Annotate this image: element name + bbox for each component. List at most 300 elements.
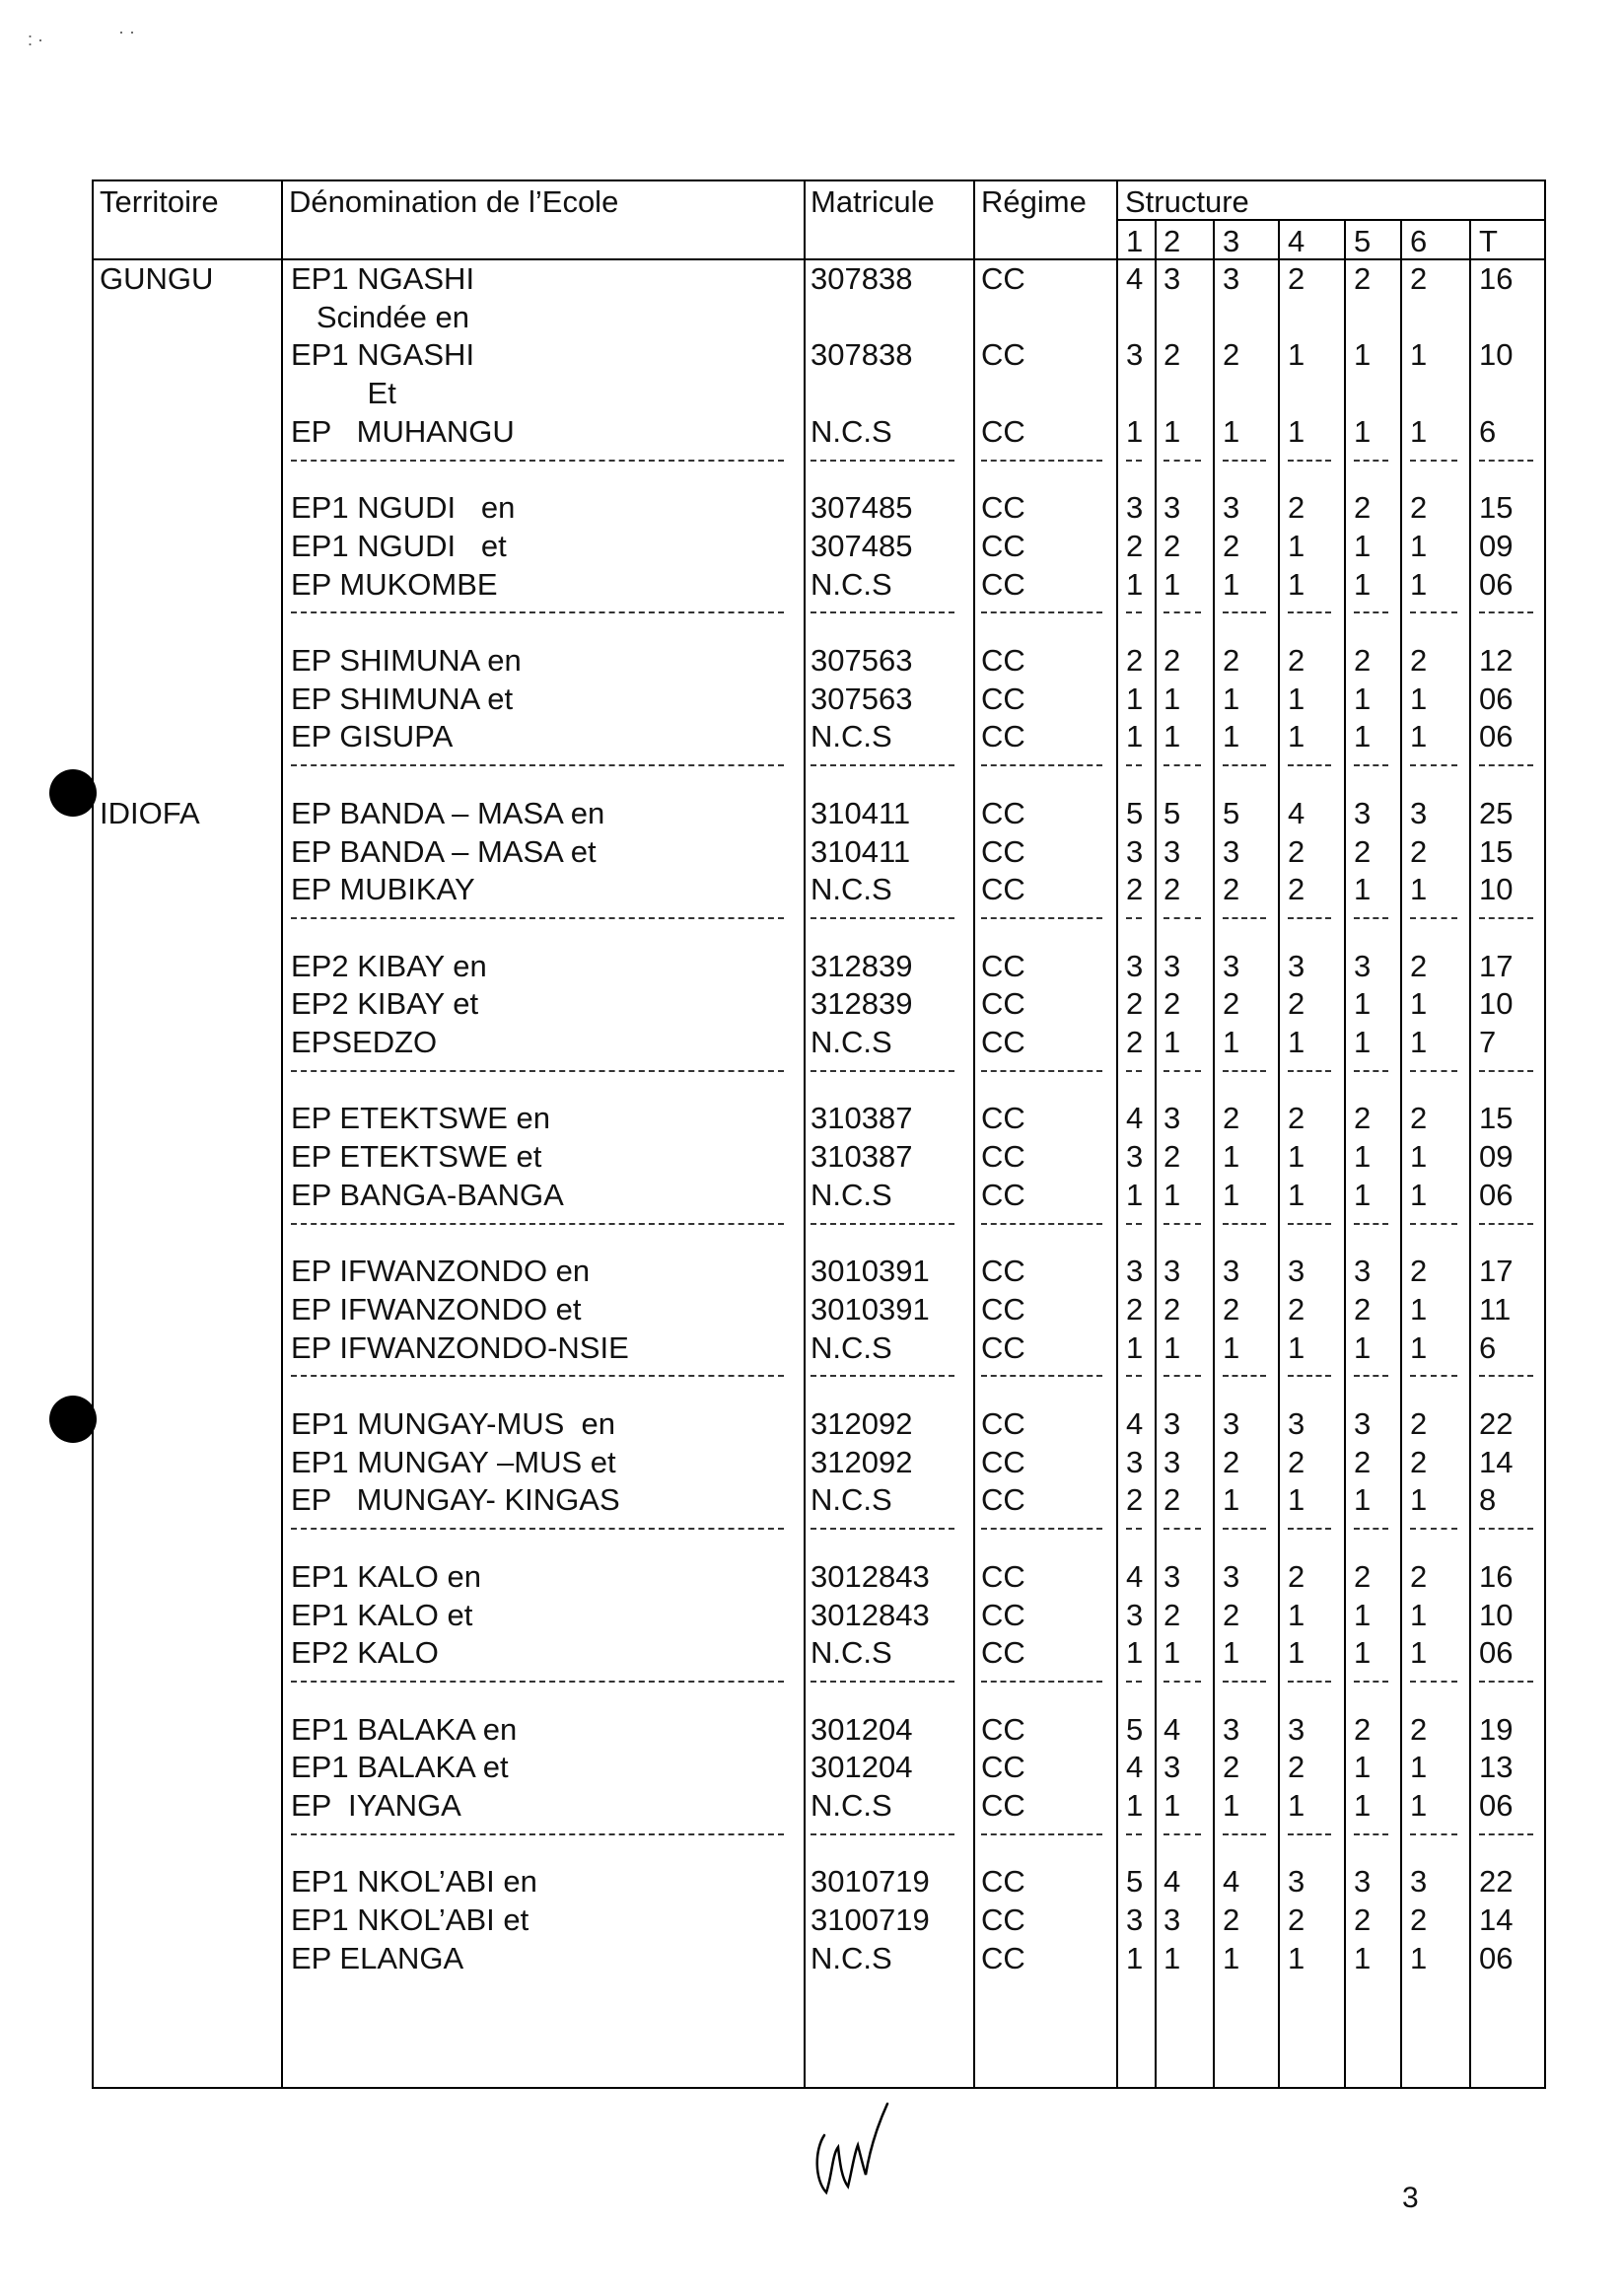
group-separator <box>1354 1375 1388 1377</box>
school-matricule: N.C.S <box>811 719 892 754</box>
header-territoire: Territoire <box>100 184 219 219</box>
structure-class-6: 2 <box>1410 490 1428 526</box>
structure-class-2: 3 <box>1164 490 1181 526</box>
structure-class-1: 3 <box>1126 1139 1144 1175</box>
header-denomination: Dénomination de l’Ecole <box>289 184 619 219</box>
structure-class-2: 3 <box>1164 1902 1181 1938</box>
school-regime: CC <box>981 1597 1025 1632</box>
structure-class-3: 2 <box>1223 643 1240 678</box>
school-name: EP1 KALO et <box>291 1597 473 1632</box>
school-name: EP1 NGASHI <box>291 337 475 373</box>
structure-class-1: 1 <box>1126 681 1144 716</box>
school-regime: CC <box>981 1558 1025 1594</box>
school-matricule: 310411 <box>811 833 911 869</box>
structure-class-2: 3 <box>1164 948 1181 983</box>
school-name: EP1 NGUDI et <box>291 528 507 563</box>
structure-class-2: 2 <box>1164 986 1181 1022</box>
school-name: Scindée en <box>291 299 469 334</box>
group-separator <box>1479 917 1533 919</box>
structure-class-2: 2 <box>1164 528 1181 563</box>
structure-class-1: 2 <box>1126 872 1144 907</box>
school-name: EP1 MUNGAY –MUS et <box>291 1444 616 1479</box>
group-separator <box>291 1223 784 1225</box>
col-border-s1 <box>1155 219 1157 2089</box>
structure-class-5: 2 <box>1354 1101 1372 1136</box>
school-name: EP IFWANZONDO et <box>291 1291 582 1327</box>
group-separator <box>1479 1375 1533 1377</box>
structure-class-4: 3 <box>1288 948 1305 983</box>
school-matricule: N.C.S <box>811 1025 892 1059</box>
structure-class-5: 1 <box>1354 528 1372 563</box>
school-regime: CC <box>981 948 1025 983</box>
structure-class-4: 2 <box>1288 1558 1305 1594</box>
structure-class-1: 2 <box>1126 528 1144 563</box>
school-name: EP SHIMUNA en <box>291 643 522 678</box>
structure-class-4: 1 <box>1288 681 1305 716</box>
school-regime: CC <box>981 681 1025 716</box>
structure-class-2: 3 <box>1164 1558 1181 1594</box>
school-name: EP IFWANZONDO en <box>291 1254 591 1289</box>
structure-total: 19 <box>1479 1711 1514 1747</box>
school-matricule: 312839 <box>811 948 913 983</box>
structure-class-2: 3 <box>1164 1406 1181 1441</box>
group-separator <box>1126 1223 1142 1225</box>
group-separator <box>1126 1528 1142 1530</box>
header-structure: Structure <box>1125 184 1249 219</box>
structure-class-2: 3 <box>1164 1254 1181 1289</box>
structure-class-5: 3 <box>1354 1406 1372 1441</box>
school-name: EP2 KIBAY et <box>291 986 479 1022</box>
school-regime: CC <box>981 566 1025 602</box>
group-separator <box>811 917 954 919</box>
structure-class-4: 1 <box>1288 1482 1305 1518</box>
group-separator <box>811 1833 954 1835</box>
structure-class-2: 4 <box>1164 1864 1181 1900</box>
header-class-1: 1 <box>1126 224 1144 258</box>
school-name: EP BANDA – MASA en <box>291 795 605 830</box>
group-separator <box>291 1375 784 1377</box>
structure-class-3: 4 <box>1223 1864 1240 1900</box>
school-name: EP1 KALO en <box>291 1558 482 1594</box>
school-regime: CC <box>981 1139 1025 1175</box>
signature-mark <box>807 2096 895 2204</box>
group-separator <box>1126 764 1142 766</box>
punch-hole <box>49 1396 97 1443</box>
school-matricule: N.C.S <box>811 566 892 602</box>
structure-class-2: 3 <box>1164 833 1181 869</box>
group-separator <box>811 1070 954 1072</box>
structure-class-4: 1 <box>1288 1788 1305 1823</box>
group-separator <box>1164 1681 1201 1683</box>
group-separator <box>1288 1375 1331 1377</box>
structure-total: 22 <box>1479 1406 1514 1441</box>
structure-class-5: 1 <box>1354 413 1372 449</box>
structure-class-5: 1 <box>1354 986 1372 1022</box>
school-name: EP MUHANGU <box>291 413 515 449</box>
group-separator <box>1354 1681 1388 1683</box>
school-name: EP2 KALO <box>291 1635 439 1671</box>
structure-class-2: 1 <box>1164 1025 1181 1059</box>
school-regime: CC <box>981 1864 1025 1900</box>
group-separator <box>1126 1375 1142 1377</box>
structure-class-5: 3 <box>1354 795 1372 830</box>
header-class-6: 6 <box>1410 224 1428 258</box>
structure-total: 8 <box>1479 1482 1497 1518</box>
structure-class-1: 2 <box>1126 1025 1144 1059</box>
group-separator <box>1126 917 1142 919</box>
structure-class-2: 3 <box>1164 1750 1181 1785</box>
group-separator <box>981 1375 1102 1377</box>
group-separator <box>981 460 1102 462</box>
structure-class-5: 1 <box>1354 1139 1372 1175</box>
school-name: EP ETEKTSWE en <box>291 1101 551 1136</box>
group-separator <box>1223 917 1266 919</box>
school-matricule: 310387 <box>811 1139 913 1175</box>
structure-class-5: 2 <box>1354 643 1372 678</box>
structure-class-5: 1 <box>1354 337 1372 373</box>
group-separator <box>1410 1681 1457 1683</box>
structure-class-4: 1 <box>1288 413 1305 449</box>
school-matricule: N.C.S <box>811 1482 892 1518</box>
school-name: EP2 KIBAY en <box>291 948 487 983</box>
structure-class-4: 1 <box>1288 1139 1305 1175</box>
structure-class-2: 2 <box>1164 643 1181 678</box>
structure-class-1: 4 <box>1126 261 1144 296</box>
group-separator <box>1410 764 1457 766</box>
territory-gungu: GUNGU <box>100 261 214 296</box>
structure-class-6: 1 <box>1410 1025 1428 1059</box>
school-regime: CC <box>981 1101 1025 1136</box>
group-separator <box>1410 1833 1457 1835</box>
structure-class-2: 2 <box>1164 337 1181 373</box>
structure-total: 16 <box>1479 261 1514 296</box>
group-separator <box>1410 1375 1457 1377</box>
structure-class-4: 3 <box>1288 1711 1305 1747</box>
structure-total: 15 <box>1479 1101 1514 1136</box>
header-matricule: Matricule <box>811 184 935 219</box>
structure-class-3: 3 <box>1223 1254 1240 1289</box>
group-separator <box>981 611 1102 613</box>
school-regime: CC <box>981 490 1025 526</box>
structure-class-6: 2 <box>1410 1444 1428 1479</box>
structure-class-5: 2 <box>1354 1902 1372 1938</box>
col-border-territoire <box>281 179 283 2089</box>
scan-speck: · · <box>118 22 135 41</box>
group-separator <box>1223 611 1266 613</box>
structure-class-1: 1 <box>1126 413 1144 449</box>
school-name: EP MUKOMBE <box>291 566 498 602</box>
structure-class-6: 2 <box>1410 833 1428 869</box>
school-name: EP ELANGA <box>291 1940 464 1975</box>
group-separator <box>1354 611 1388 613</box>
structure-class-3: 3 <box>1223 1558 1240 1594</box>
school-matricule: 301204 <box>811 1750 913 1785</box>
header-class-5: 5 <box>1354 224 1372 258</box>
structure-class-6: 1 <box>1410 337 1428 373</box>
structure-class-5: 3 <box>1354 1254 1372 1289</box>
structure-class-5: 1 <box>1354 1329 1372 1365</box>
school-regime: CC <box>981 261 1025 296</box>
school-regime: CC <box>981 1329 1025 1365</box>
group-separator <box>1479 1223 1533 1225</box>
group-separator <box>291 1070 784 1072</box>
structure-class-3: 1 <box>1223 1329 1240 1365</box>
structure-class-1: 3 <box>1126 948 1144 983</box>
group-separator <box>1223 764 1266 766</box>
structure-class-5: 1 <box>1354 1788 1372 1823</box>
school-regime: CC <box>981 719 1025 754</box>
structure-class-5: 1 <box>1354 719 1372 754</box>
school-matricule: 301204 <box>811 1711 913 1747</box>
col-border-denomination <box>804 179 806 2089</box>
structure-class-1: 3 <box>1126 1597 1144 1632</box>
structure-class-4: 2 <box>1288 1101 1305 1136</box>
structure-class-2: 1 <box>1164 1329 1181 1365</box>
group-separator <box>291 1528 784 1530</box>
school-matricule: N.C.S <box>811 1788 892 1823</box>
structure-class-3: 3 <box>1223 833 1240 869</box>
structure-class-1: 1 <box>1126 566 1144 602</box>
structure-class-6: 2 <box>1410 1406 1428 1441</box>
structure-total: 10 <box>1479 337 1514 373</box>
structure-class-3: 5 <box>1223 795 1240 830</box>
structure-total: 11 <box>1479 1291 1512 1327</box>
structure-class-3: 3 <box>1223 1711 1240 1747</box>
group-separator <box>1479 611 1533 613</box>
structure-class-2: 1 <box>1164 1635 1181 1671</box>
school-matricule: 3012843 <box>811 1558 930 1594</box>
school-regime: CC <box>981 1940 1025 1975</box>
school-regime: CC <box>981 337 1025 373</box>
structure-total: 16 <box>1479 1558 1514 1594</box>
structure-class-6: 1 <box>1410 1597 1428 1632</box>
school-name: EP IYANGA <box>291 1788 461 1823</box>
structure-class-6: 2 <box>1410 1101 1428 1136</box>
structure-class-1: 1 <box>1126 1329 1144 1365</box>
school-name: EP1 MUNGAY-MUS en <box>291 1406 616 1441</box>
page-number: 3 <box>1402 2182 1419 2214</box>
structure-class-3: 2 <box>1223 986 1240 1022</box>
school-regime: CC <box>981 1025 1025 1059</box>
structure-class-6: 1 <box>1410 1940 1428 1975</box>
structure-class-6: 1 <box>1410 566 1428 602</box>
structure-total: 6 <box>1479 1329 1497 1365</box>
structure-class-2: 2 <box>1164 1291 1181 1327</box>
structure-class-2: 2 <box>1164 1139 1181 1175</box>
school-matricule: 307485 <box>811 528 913 563</box>
structure-class-5: 1 <box>1354 1482 1372 1518</box>
structure-total: 12 <box>1479 643 1514 678</box>
header-class-4: 4 <box>1288 224 1305 258</box>
table-left-border <box>92 179 94 2089</box>
group-separator <box>1288 1528 1331 1530</box>
header-regime: Régime <box>981 184 1087 219</box>
col-border-regime <box>1116 179 1118 2089</box>
structure-class-6: 1 <box>1410 1291 1428 1327</box>
structure-class-5: 1 <box>1354 1750 1372 1785</box>
structure-class-4: 2 <box>1288 261 1305 296</box>
group-separator <box>1223 1375 1266 1377</box>
structure-class-1: 1 <box>1126 1635 1144 1671</box>
structure-class-1: 3 <box>1126 1254 1144 1289</box>
structure-class-2: 5 <box>1164 795 1181 830</box>
structure-class-4: 1 <box>1288 528 1305 563</box>
header-class-total: T <box>1479 224 1498 258</box>
group-separator <box>1164 1070 1201 1072</box>
structure-class-3: 2 <box>1223 872 1240 907</box>
structure-class-3: 3 <box>1223 948 1240 983</box>
school-matricule: 307838 <box>811 337 913 373</box>
school-regime: CC <box>981 1177 1025 1212</box>
group-separator <box>811 1223 954 1225</box>
structure-class-4: 4 <box>1288 795 1305 830</box>
structure-class-1: 4 <box>1126 1101 1144 1136</box>
structure-class-2: 1 <box>1164 1940 1181 1975</box>
structure-total: 14 <box>1479 1902 1514 1938</box>
structure-total: 17 <box>1479 948 1514 983</box>
group-separator <box>1354 1528 1388 1530</box>
group-separator <box>981 1070 1102 1072</box>
structure-class-6: 1 <box>1410 528 1428 563</box>
structure-class-3: 1 <box>1223 719 1240 754</box>
school-matricule: 307563 <box>811 681 913 716</box>
group-separator <box>1288 1681 1331 1683</box>
structure-total: 10 <box>1479 872 1514 907</box>
structure-class-1: 4 <box>1126 1750 1144 1785</box>
group-separator <box>811 1528 954 1530</box>
col-border-s5 <box>1400 219 1402 2089</box>
group-separator <box>1479 460 1533 462</box>
school-name: EP1 NKOL’ABI et <box>291 1902 529 1938</box>
school-regime: CC <box>981 795 1025 830</box>
school-matricule: 310387 <box>811 1101 913 1136</box>
school-matricule: 3100719 <box>811 1902 930 1938</box>
school-matricule: N.C.S <box>811 1329 892 1365</box>
group-separator <box>1223 1833 1266 1835</box>
structure-class-5: 1 <box>1354 1597 1372 1632</box>
structure-class-4: 1 <box>1288 1177 1305 1212</box>
structure-class-4: 2 <box>1288 1750 1305 1785</box>
group-separator <box>811 611 954 613</box>
school-matricule: 312092 <box>811 1444 913 1479</box>
school-name: EP1 NGASHI <box>291 261 475 296</box>
structure-class-5: 2 <box>1354 261 1372 296</box>
group-separator <box>1410 1070 1457 1072</box>
structure-class-5: 1 <box>1354 681 1372 716</box>
group-separator <box>1126 1833 1142 1835</box>
structure-class-2: 3 <box>1164 1101 1181 1136</box>
group-separator <box>981 764 1102 766</box>
structure-class-1: 1 <box>1126 1940 1144 1975</box>
col-border-s3 <box>1278 219 1280 2089</box>
school-matricule: 3012843 <box>811 1597 930 1632</box>
structure-class-3: 1 <box>1223 566 1240 602</box>
structure-class-6: 2 <box>1410 261 1428 296</box>
school-matricule: N.C.S <box>811 1940 892 1975</box>
group-separator <box>1354 917 1388 919</box>
structure-class-4: 1 <box>1288 1940 1305 1975</box>
structure-class-1: 2 <box>1126 643 1144 678</box>
structure-class-3: 3 <box>1223 490 1240 526</box>
col-border-matricule <box>973 179 975 2089</box>
table-right-border <box>1544 179 1546 2089</box>
school-regime: CC <box>981 833 1025 869</box>
group-separator <box>981 917 1102 919</box>
punch-hole <box>49 769 97 817</box>
structure-class-6: 1 <box>1410 719 1428 754</box>
structure-class-4: 1 <box>1288 1329 1305 1365</box>
structure-class-1: 2 <box>1126 1482 1144 1518</box>
structure-class-5: 1 <box>1354 566 1372 602</box>
structure-class-1: 3 <box>1126 1902 1144 1938</box>
school-name: EP MUNGAY- KINGAS <box>291 1482 620 1518</box>
group-separator <box>1164 611 1201 613</box>
structure-class-3: 2 <box>1223 1902 1240 1938</box>
school-name: EP IFWANZONDO-NSIE <box>291 1329 629 1365</box>
group-separator <box>1410 1528 1457 1530</box>
structure-class-4: 3 <box>1288 1406 1305 1441</box>
school-name: EP BANDA – MASA et <box>291 833 597 869</box>
col-border-s6 <box>1469 219 1471 2089</box>
school-regime: CC <box>981 1254 1025 1289</box>
group-separator <box>1288 460 1331 462</box>
school-name: EP ETEKTSWE et <box>291 1139 542 1175</box>
structure-total: 15 <box>1479 833 1514 869</box>
group-separator <box>1479 764 1533 766</box>
structure-total: 10 <box>1479 986 1514 1022</box>
structure-class-4: 3 <box>1288 1864 1305 1900</box>
structure-class-6: 1 <box>1410 1635 1428 1671</box>
school-matricule: 312092 <box>811 1406 913 1441</box>
structure-class-4: 2 <box>1288 1291 1305 1327</box>
structure-class-3: 2 <box>1223 337 1240 373</box>
structure-class-1: 3 <box>1126 833 1144 869</box>
group-separator <box>1164 1375 1201 1377</box>
school-regime: CC <box>981 1750 1025 1785</box>
structure-class-6: 1 <box>1410 1788 1428 1823</box>
structure-class-3: 2 <box>1223 1291 1240 1327</box>
group-separator <box>1410 1223 1457 1225</box>
group-separator <box>981 1681 1102 1683</box>
structure-total: 09 <box>1479 1139 1514 1175</box>
structure-class-6: 1 <box>1410 1139 1428 1175</box>
header-class-3: 3 <box>1223 224 1240 258</box>
group-separator <box>1223 1528 1266 1530</box>
structure-total: 06 <box>1479 1635 1514 1671</box>
school-regime: CC <box>981 1406 1025 1441</box>
structure-class-3: 2 <box>1223 1597 1240 1632</box>
structure-total: 14 <box>1479 1444 1514 1479</box>
structure-class-2: 1 <box>1164 413 1181 449</box>
group-separator <box>291 1833 784 1835</box>
structure-class-5: 2 <box>1354 1444 1372 1479</box>
group-separator <box>1164 1528 1201 1530</box>
school-regime: CC <box>981 1444 1025 1479</box>
group-separator <box>811 460 954 462</box>
structure-class-5: 2 <box>1354 833 1372 869</box>
school-regime: CC <box>981 1711 1025 1747</box>
school-name: EP SHIMUNA et <box>291 681 514 716</box>
group-separator <box>981 1528 1102 1530</box>
territory-idiofa: IDIOFA <box>100 796 200 830</box>
group-separator <box>1479 1833 1533 1835</box>
structure-total: 25 <box>1479 795 1514 830</box>
school-name: EPSEDZO <box>291 1025 438 1059</box>
structure-class-1: 3 <box>1126 337 1144 373</box>
group-separator <box>1126 611 1142 613</box>
col-border-s2 <box>1213 219 1215 2089</box>
structure-class-4: 1 <box>1288 719 1305 754</box>
